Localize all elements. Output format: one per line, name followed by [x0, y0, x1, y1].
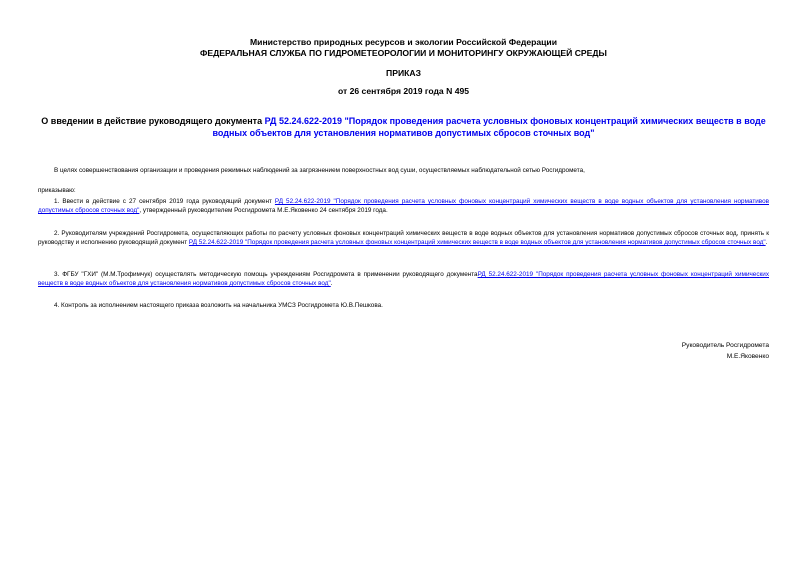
order-item-1	[38, 197, 769, 216]
order-item-2	[38, 229, 769, 248]
title-prefix: О введении в действие руководящего документа	[41, 116, 265, 126]
item-3-text: 3. ФГБУ "ГХИ" (М.М.Трофимчук) осуществлять методическую помощь учреждениям Росгидромета в применении руководящего документа	[54, 271, 478, 278]
ministry-name: Министерство природных ресурсов и экологии Российской Федерации	[250, 37, 557, 47]
signature-position: Руководитель Росгидромета	[681, 342, 769, 349]
title-link[interactable]: РД 52.24.622-2019 "Порядок проведения расчета условных фоновых концентраций химических веществ в воде водных объектов для установления нормативов допустимых сбросов сточных вод"	[212, 116, 766, 138]
item-1-text: 1. Ввести в действие с 27 сентября 2019 года руководящий документ	[54, 198, 275, 205]
item-3-link[interactable]: РД 52.24.622-2019 "Порядок проведения расчета условных фоновых концентраций химических веществ в воде водных объектов для установления нормативов допустимых сбросов сточных вод"	[38, 271, 769, 288]
item-2-text: 2. Руководителям учреждений Росгидромета, осуществляющих работы по расчету условных фоновых концентраций химических веществ в воде водных объектов для установления нормативов допустимых сбросов сточных вод, принять к руководству и исполнению руководящий документ	[38, 230, 769, 247]
preamble: В целях совершенствования организации и проведения режимных наблюдений за загрязнением поверхностных вод суши, осуществляемых наблюдательной сетью Росгидромета,	[54, 167, 585, 174]
item-4-text: 4. Контроль за исполнением настоящего приказа возложить на начальника УМСЗ Росгидромета Ю.В.Пешкова.	[54, 302, 383, 309]
order-word-block	[38, 186, 769, 195]
date-number: от 26 сентября 2019 года N 495	[337, 86, 470, 96]
signature-name: М.Е.Яковенко	[726, 353, 769, 360]
order-item-3	[38, 270, 769, 289]
service-name: ФЕДЕРАЛЬНАЯ СЛУЖБА ПО ГИДРОМЕТЕОРОЛОГИИ И МОНИТОРИНГУ ОКРУЖАЮЩЕЙ СРЕДЫ	[200, 48, 607, 58]
preamble-block	[38, 166, 769, 175]
order-word: приказываю:	[38, 187, 76, 194]
item-1-after: , утвержденный руководителем Росгидромета М.Е.Яковенко 24 сентября 2019 года.	[139, 207, 388, 215]
item-2-link[interactable]: РД 52.24.622-2019 "Порядок проведения расчета условных фоновых концентраций химических веществ в воде водных объектов для установления нормативов допустимых сбросов сточных вод"	[188, 239, 766, 247]
document-type: ПРИКАЗ	[386, 68, 421, 78]
item-1-link[interactable]: РД 52.24.622-2019 "Порядок проведения расчета условных фоновых концентраций химических веществ в воде водных объектов для установления нормативов допустимых сбросов сточных вод"	[38, 198, 769, 215]
item-3-after: .	[330, 280, 333, 288]
document-title	[38, 115, 769, 139]
item-2-after: .	[765, 239, 768, 247]
order-item-4	[38, 301, 769, 310]
